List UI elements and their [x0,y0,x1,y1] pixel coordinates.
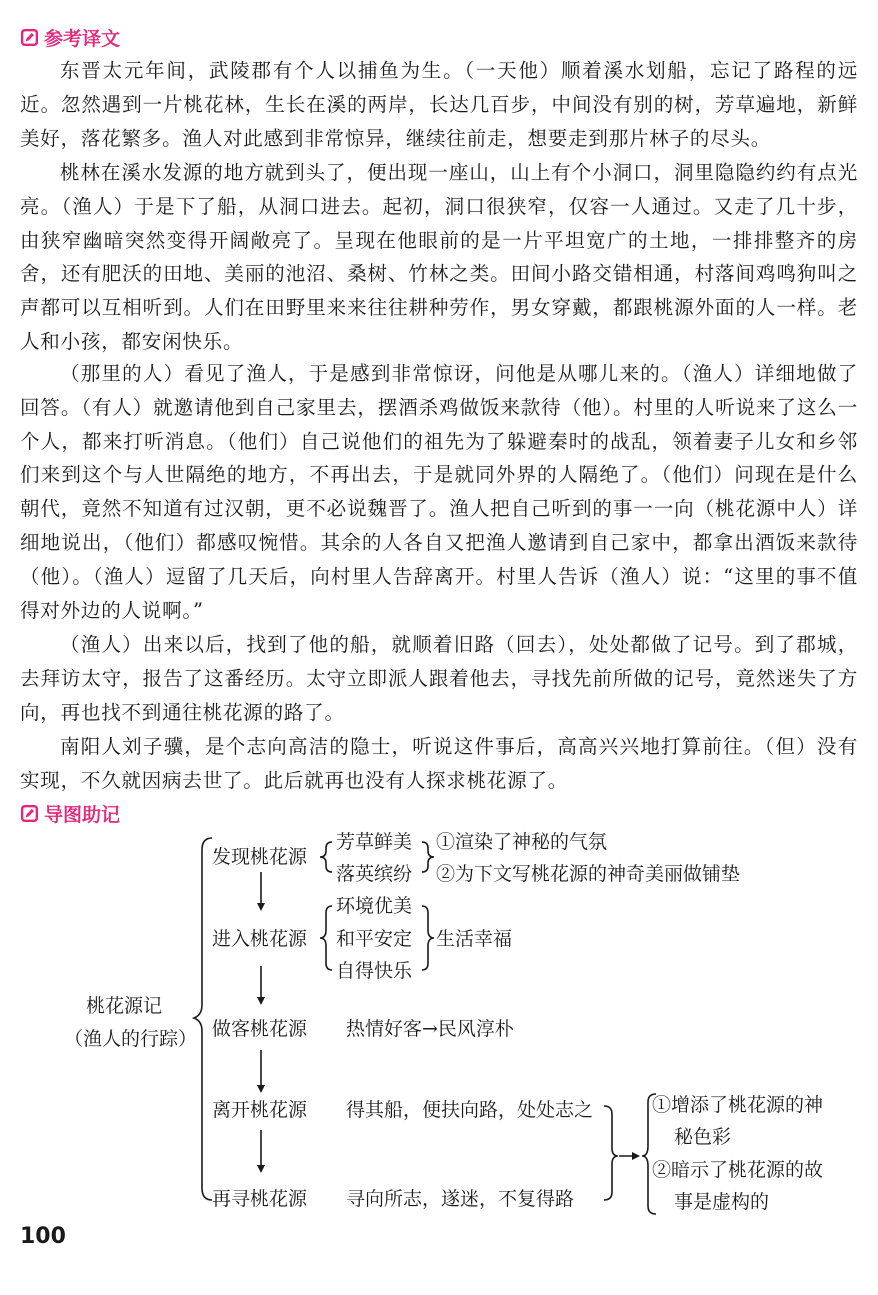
ending-effect-2-line-2: 事是虚构的 [674,1191,770,1213]
arrow-head-1 [257,903,265,911]
discover-brace [320,842,332,872]
enter-right-brace [422,906,434,970]
page-number: 100 [20,1224,66,1249]
ending-arrow-head [632,1152,640,1160]
translation-paragraph-4: （渔人）出来以后，找到了他的船，就顺着旧路（回去），处处都做了记号。到了郡城，去拜访太守，报告了这番经历。太守立即派人跟着他去，寻找先前所做的记号，竟然迷失了方向，再也找不到通往桃花源的路了。 [20,633,858,724]
ending-effect-1-line-1: ①增添了桃花源的神 [652,1094,824,1116]
guest-text: 热情好客→民风淳朴 [346,1018,514,1040]
leave-text: 得其船，便扶向路，处处志之 [346,1099,594,1121]
arrow-head-4 [257,1165,265,1173]
stage-leave: 离开桃花源 [212,1099,308,1121]
translation-title: 参考译文 [44,27,121,50]
mindmap-root: 桃花源记 [86,995,163,1017]
mindmap-root-sub: （渔人的行踪） [64,1028,198,1050]
stage-seek: 再寻桃花源 [212,1188,308,1210]
enter-brace [320,906,332,970]
enter-item-3: 自得快乐 [336,960,413,982]
ending-effect-2-line-1: ②暗示了桃花源的故 [652,1159,824,1181]
seek-text: 寻向所志，遂迷，不复得路 [346,1188,575,1210]
translation-paragraph-3: （那里的人）看见了渔人，于是感到非常惊讶，问他是从哪儿来的。（渔人）详细地做了回答。（有人）就邀请他到自己家里去，摆酒杀鸡做饭来款待（他）。村里的人听说来了这么一个人，都来打听消息。（他们）自己说他们的祖先为了躲避秦时的战乱，领着妻子儿女和乡邻们来到这个与人世隔绝的地方，不再出去，于是就同外界的人隔绝了。（他们）问现在是什么朝代，竟然不知道有过汉朝，更不必说魏晋了。渔人把自己听到的事一一向（桃花源中人）详细地说出，（他们）都感叹惋惜。其余的人各自又把渔人邀请到自己家中，都拿出酒饭来款待（他）。（渔人）逗留了几天后，向村里人告辞离开。村里人告诉（渔人）说：“这里的事不值得对外边的人说啊。” [20,362,858,622]
stage-discover: 发现桃花源 [212,846,308,868]
ending-effect-1-line-2: 秘色彩 [674,1126,732,1148]
mindmap-title: 导图助记 [44,803,121,826]
translation-paragraph-1: 东晋太元年间，武陵郡有个人以捕鱼为生。（一天他）顺着溪水划船，忘记了路程的远近。忽然遇到一片桃花林，生长在溪的两岸，长达几百步，中间没有别的树，芳草遍地，新鲜美好，落花繁多。渔人对此感到非常惊异，继续往前走，想要走到那片林子的尽头。 [20,59,858,150]
discover-effect-1: ①渲染了神秘的气氛 [436,831,608,853]
discover-item-2: 落英缤纷 [336,863,413,885]
arrow-head-2 [257,997,265,1005]
stage-guest: 做客桃花源 [212,1018,308,1040]
main-brace [194,838,212,1200]
discover-right-brace [422,842,434,872]
stage-enter: 进入桃花源 [212,928,308,950]
ending-join-brace [604,1106,618,1200]
arrow-head-3 [257,1085,265,1093]
discover-item-1: 芳草鲜美 [336,831,413,853]
enter-item-2: 和平安定 [336,928,413,950]
translation-paragraph-2: 桃林在溪水发源的地方就到头了，便出现一座山，山上有个小洞口，洞里隐隐约约有点光亮。（渔人）于是下了船，从洞口进去。起初，洞口很狭窄，仅容一人通过。又走了几十步，由狭窄幽暗突然变得开阔敞亮了。呈现在他眼前的是一片平坦宽广的土地，一排排整齐的房舍，还有肥沃的田地、美丽的池沼、桑树、竹林之类。田间小路交错相通，村落间鸡鸣狗叫之声都可以互相听到。人们在田野里来来往往耕种劳作，男女穿戴，都跟桃源外面的人一样。老人和小孩，都安闲快乐。 [20,161,858,353]
enter-result: 生活幸福 [436,928,513,950]
enter-item-1: 环境优美 [336,895,413,917]
discover-effect-2: ②为下文写桃花源的神奇美丽做铺垫 [436,863,741,885]
translation-paragraph-5: 南阳人刘子骥，是个志向高洁的隐士，听说这件事后，高高兴兴地打算前往。（但）没有实现，不久就因病去世了。此后就再也没有人探求桃花源了。 [20,735,858,792]
